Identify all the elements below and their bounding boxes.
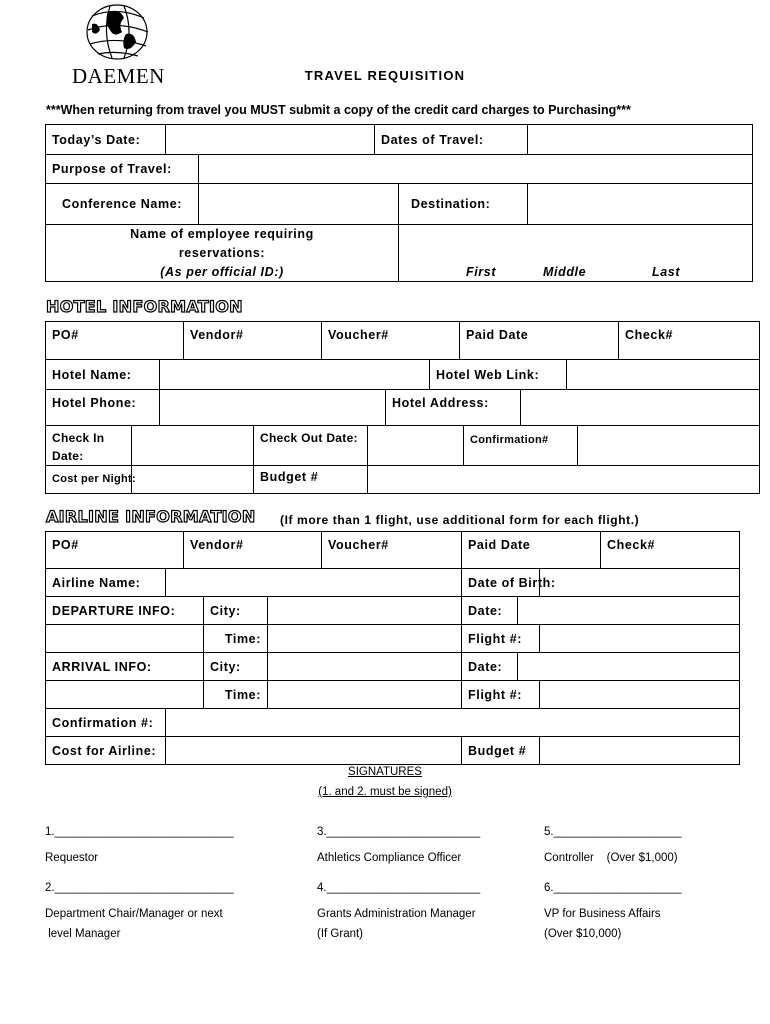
airline-budget-label: Budget # bbox=[462, 737, 540, 765]
airline-ids-table bbox=[45, 531, 740, 569]
middle-label: Middle bbox=[543, 264, 587, 279]
name-order-hint bbox=[399, 264, 753, 282]
signatures-heading: SIGNATURES bbox=[348, 766, 422, 778]
official-id-note: (As per official ID:) bbox=[46, 264, 399, 282]
airline-confirmation-label: Confirmation #: bbox=[46, 709, 166, 737]
hotel-web-link-field[interactable] bbox=[567, 360, 760, 390]
hotel-check-label: Check# bbox=[619, 322, 760, 360]
signature-line-3[interactable]: 3.________________________ bbox=[317, 826, 481, 838]
signature-label-5: Controller (Over $1,000) bbox=[544, 852, 678, 864]
signature-block-6 bbox=[544, 878, 682, 944]
signature-line-2[interactable]: 2.____________________________ bbox=[45, 882, 234, 894]
cost-per-night-label: Cost per Night: bbox=[46, 466, 132, 494]
arrival-time-field[interactable] bbox=[268, 681, 462, 709]
arrival-city-field[interactable] bbox=[268, 653, 462, 681]
airline-section-title: AIRLINE INFORMATION bbox=[46, 507, 256, 526]
hotel-confirmation-label: Confirmation# bbox=[464, 426, 578, 466]
conference-label: Conference Name: bbox=[46, 184, 199, 225]
hotel-web-link-label: Hotel Web Link: bbox=[430, 360, 567, 390]
hotel-voucher-label: Voucher# bbox=[322, 322, 460, 360]
conference-field[interactable] bbox=[199, 184, 399, 225]
departure-flight-label: Flight #: bbox=[462, 625, 540, 653]
signature-line-6[interactable]: 6.____________________ bbox=[544, 882, 682, 894]
signature-block-3 bbox=[317, 822, 480, 868]
dates-of-travel-label: Dates of Travel: bbox=[375, 125, 528, 155]
hotel-paid-date-label: Paid Date bbox=[460, 322, 619, 360]
departure-city-label: City: bbox=[204, 597, 268, 625]
airline-budget-field[interactable] bbox=[540, 737, 740, 765]
destination-label: Destination: bbox=[399, 184, 528, 225]
hotel-name-label: Hotel Name: bbox=[46, 360, 160, 390]
departure-date-field[interactable] bbox=[518, 597, 740, 625]
signature-line-4[interactable]: 4.________________________ bbox=[317, 882, 481, 894]
airline-section-note: (If more than 1 flight, use additional form for each flight.) bbox=[280, 513, 640, 527]
hotel-address-field[interactable] bbox=[521, 390, 760, 426]
hotel-phone-field[interactable] bbox=[160, 390, 386, 426]
dates-of-travel-field[interactable] bbox=[528, 125, 753, 155]
signature-block-1 bbox=[45, 822, 234, 868]
todays-date-field[interactable] bbox=[166, 125, 375, 155]
airline-name-label: Airline Name: bbox=[46, 569, 166, 597]
arrival-time-label: Time: bbox=[204, 681, 268, 709]
airline-cost-label: Cost for Airline: bbox=[46, 737, 166, 765]
hotel-name-field[interactable] bbox=[160, 360, 430, 390]
dob-label: Date of Birth: bbox=[462, 569, 540, 597]
signature-line-5[interactable]: 5.____________________ bbox=[544, 826, 682, 838]
arrival-label: ARRIVAL INFO: bbox=[46, 653, 204, 681]
signature-label-6a: VP for Business Affairs bbox=[544, 908, 661, 920]
check-in-field[interactable] bbox=[132, 426, 254, 466]
signature-block-5 bbox=[544, 822, 682, 868]
arrival-city-label: City: bbox=[204, 653, 268, 681]
departure-time-field[interactable] bbox=[268, 625, 462, 653]
airline-po-label: PO# bbox=[46, 532, 184, 569]
signature-block-2 bbox=[45, 878, 234, 944]
departure-city-field[interactable] bbox=[268, 597, 462, 625]
hotel-confirmation-field[interactable] bbox=[578, 426, 760, 466]
airline-paid-date-label: Paid Date bbox=[462, 532, 601, 569]
check-out-field[interactable] bbox=[368, 426, 464, 466]
hotel-budget-field[interactable] bbox=[368, 466, 760, 494]
signature-label-2a: Department Chair/Manager or next bbox=[45, 908, 223, 920]
airline-check-label: Check# bbox=[601, 532, 740, 569]
hotel-ids-table bbox=[45, 321, 760, 360]
hotel-budget-label: Budget # bbox=[254, 466, 368, 494]
departure-flight-field[interactable] bbox=[540, 625, 740, 653]
signature-label-1: Requestor bbox=[45, 852, 99, 864]
arrival-blank bbox=[46, 681, 204, 709]
employee-label: Name of employee requiring reservations: bbox=[46, 225, 399, 264]
logo-text: DAEMEN bbox=[72, 64, 165, 88]
employee-name-field[interactable] bbox=[399, 225, 753, 264]
signature-label-3: Athletics Compliance Officer bbox=[317, 852, 462, 864]
dob-field[interactable] bbox=[540, 569, 740, 597]
airline-cost-field[interactable] bbox=[166, 737, 462, 765]
destination-field[interactable] bbox=[528, 184, 753, 225]
todays-date-label: Today’s Date: bbox=[46, 125, 166, 155]
signature-block-4 bbox=[317, 878, 480, 944]
signature-label-6b: (Over $10,000) bbox=[544, 928, 622, 940]
airline-details-table bbox=[45, 568, 740, 765]
signature-label-4a: Grants Administration Manager bbox=[317, 908, 476, 920]
hotel-address-label: Hotel Address: bbox=[386, 390, 521, 426]
general-info-table bbox=[45, 124, 753, 282]
airline-name-field[interactable] bbox=[166, 569, 462, 597]
form-title: TRAVEL REQUISITION bbox=[304, 68, 466, 83]
airline-voucher-label: Voucher# bbox=[322, 532, 462, 569]
arrival-flight-label: Flight #: bbox=[462, 681, 540, 709]
globe-logo-icon bbox=[62, 2, 172, 66]
purpose-field[interactable] bbox=[199, 155, 753, 184]
signatures-subheading: (1. and 2. must be signed) bbox=[318, 786, 452, 798]
signature-label-4b: (If Grant) bbox=[317, 928, 364, 940]
arrival-date-field[interactable] bbox=[518, 653, 740, 681]
check-in-label: Check In Date: bbox=[46, 426, 132, 466]
arrival-flight-field[interactable] bbox=[540, 681, 740, 709]
departure-blank bbox=[46, 625, 204, 653]
hotel-phone-label: Hotel Phone: bbox=[46, 390, 160, 426]
purchasing-notice: ***When returning from travel you MUST submit a copy of the credit card charges to Purchasing*** bbox=[46, 103, 631, 117]
check-out-label: Check Out Date: bbox=[254, 426, 368, 466]
departure-date-label: Date: bbox=[462, 597, 518, 625]
purpose-label: Purpose of Travel: bbox=[46, 155, 199, 184]
hotel-dates-table bbox=[45, 425, 760, 494]
last-label: Last bbox=[652, 264, 681, 279]
hotel-po-label: PO# bbox=[46, 322, 184, 360]
airline-vendor-label: Vendor# bbox=[184, 532, 322, 569]
cost-per-night-field[interactable] bbox=[132, 466, 254, 494]
airline-confirmation-field[interactable] bbox=[166, 709, 740, 737]
hotel-vendor-label: Vendor# bbox=[184, 322, 322, 360]
departure-label: DEPARTURE INFO: bbox=[46, 597, 204, 625]
arrival-date-label: Date: bbox=[462, 653, 518, 681]
hotel-details-table bbox=[45, 359, 760, 426]
departure-time-label: Time: bbox=[204, 625, 268, 653]
signature-line-1[interactable]: 1.____________________________ bbox=[45, 826, 234, 838]
first-label: First bbox=[466, 264, 497, 279]
signature-label-2b: level Manager bbox=[45, 928, 121, 940]
hotel-section-title: HOTEL INFORMATION bbox=[46, 297, 243, 316]
